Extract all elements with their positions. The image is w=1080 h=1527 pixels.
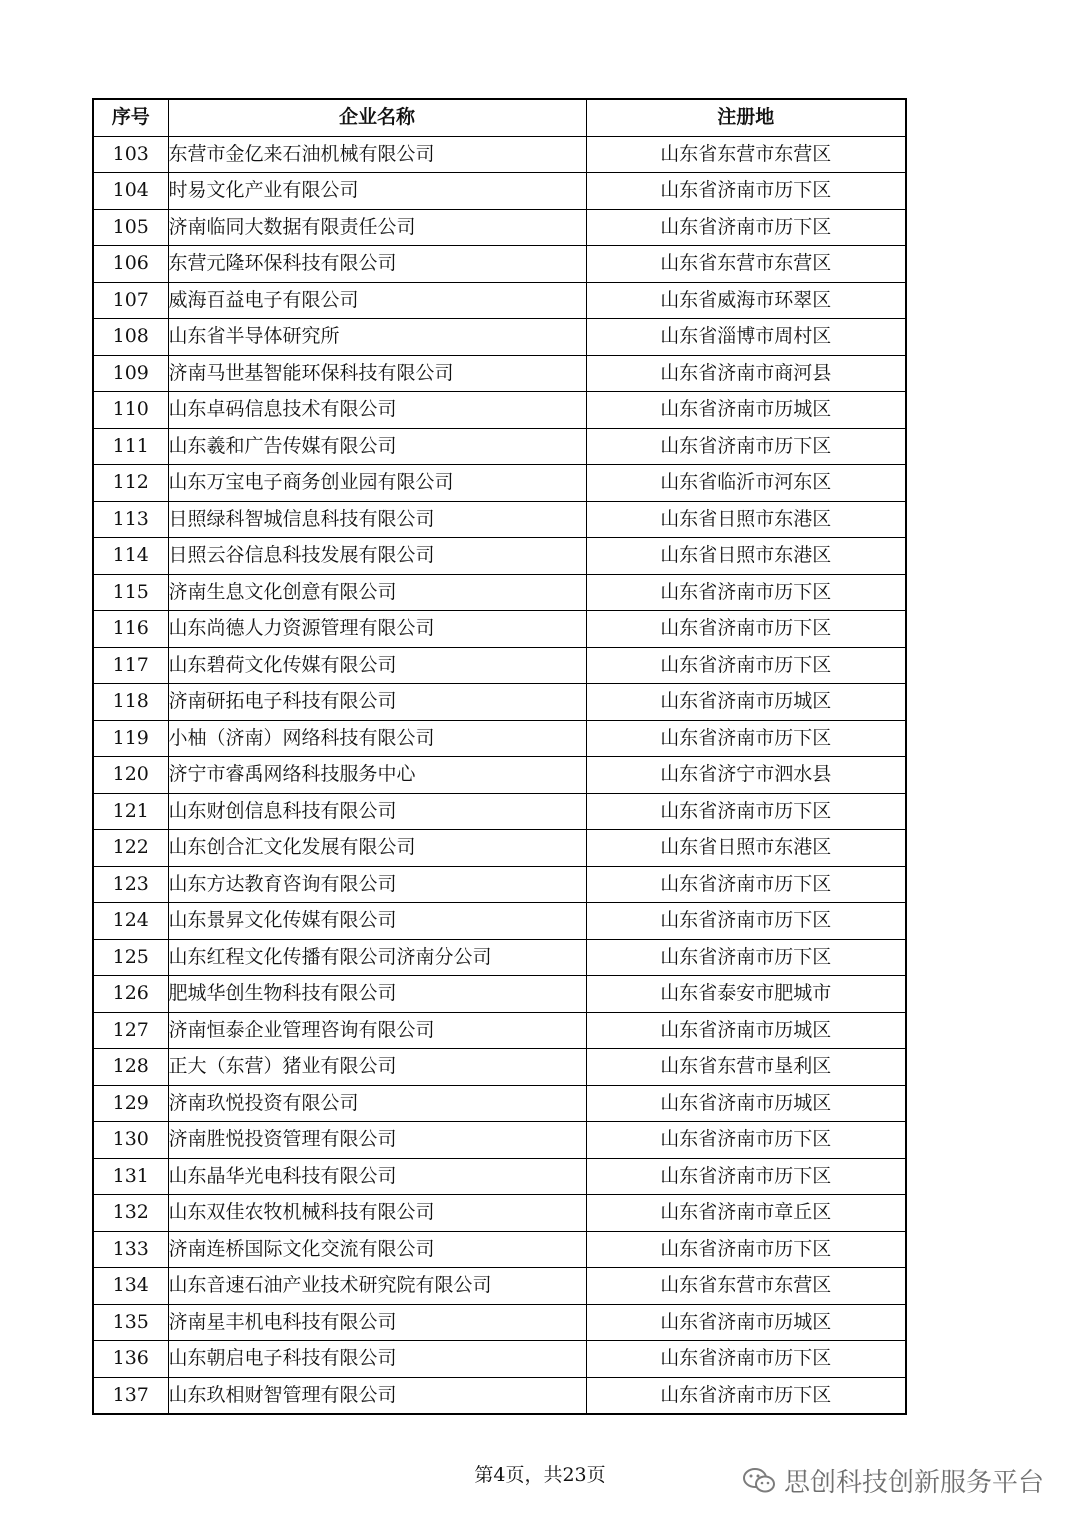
company-name-cell: 山东省半导体研究所 [168,319,586,356]
table-row [93,319,906,356]
table-row [93,246,906,283]
registration-place-cell: 山东省淄博市周村区 [586,319,906,356]
company-name-cell: 济宁市睿禹网络科技服务中心 [168,757,586,794]
table-row [93,1231,906,1268]
company-name-cell: 济南马世基智能环保科技有限公司 [168,355,586,392]
registration-place-cell: 山东省临沂市河东区 [586,465,906,502]
company-name-cell: 山东晶华光电科技有限公司 [168,1158,586,1195]
serial-cell: 103 [93,136,168,173]
company-name-cell: 济南生息文化创意有限公司 [168,574,586,611]
serial-cell: 121 [93,793,168,830]
serial-cell: 112 [93,465,168,502]
table-row [93,428,906,465]
table-row [93,976,906,1013]
serial-cell: 118 [93,684,168,721]
table-row [93,1012,906,1049]
registration-place-cell: 山东省济南市历下区 [586,173,906,210]
registration-place-cell: 山东省东营市东营区 [586,1268,906,1305]
serial-cell: 123 [93,866,168,903]
table-row [93,173,906,210]
table-row [93,611,906,648]
company-name-cell: 济南临同大数据有限责任公司 [168,209,586,246]
serial-cell: 120 [93,757,168,794]
registration-place-cell: 山东省东营市东营区 [586,136,906,173]
table-row [93,647,906,684]
watermark-text: 思创科技创新服务平台 [783,1468,1044,1498]
serial-cell: 114 [93,538,168,575]
registration-place-cell: 山东省东营市垦利区 [586,1049,906,1086]
table-row [93,392,906,429]
company-name-cell: 济南研拓电子科技有限公司 [168,684,586,721]
serial-cell: 116 [93,611,168,648]
table-row [93,538,906,575]
serial-cell: 124 [93,903,168,940]
table-row [93,757,906,794]
table-row [93,903,906,940]
registration-place-cell: 山东省济南市历城区 [586,1304,906,1341]
serial-cell: 106 [93,246,168,283]
serial-cell: 117 [93,647,168,684]
registration-place-cell: 山东省济南市历下区 [586,903,906,940]
table-row [93,1049,906,1086]
table-row [93,793,906,830]
company-name-cell: 时易文化产业有限公司 [168,173,586,210]
table-row [93,939,906,976]
table-row [93,574,906,611]
table-row [93,830,906,867]
serial-cell: 105 [93,209,168,246]
header-registration-place: 注册地 [586,99,906,136]
page-number: 第4页，共23页 [474,1464,606,1486]
registration-place-cell: 山东省济南市历城区 [586,1085,906,1122]
company-name-cell: 济南星丰机电科技有限公司 [168,1304,586,1341]
registration-place-cell: 山东省济南市历下区 [586,1158,906,1195]
company-name-cell: 济南连桥国际文化交流有限公司 [168,1231,586,1268]
company-name-cell: 威海百益电子有限公司 [168,282,586,319]
serial-cell: 115 [93,574,168,611]
registration-place-cell: 山东省济南市历下区 [586,866,906,903]
table-row [93,720,906,757]
serial-cell: 108 [93,319,168,356]
serial-cell: 136 [93,1341,168,1378]
company-name-cell: 济南玖悦投资有限公司 [168,1085,586,1122]
company-name-cell: 山东音速石油产业技术研究院有限公司 [168,1268,586,1305]
company-name-cell: 肥城华创生物科技有限公司 [168,976,586,1013]
company-name-cell: 山东景昇文化传媒有限公司 [168,903,586,940]
registration-place-cell: 山东省济南市章丘区 [586,1195,906,1232]
company-name-cell: 东营市金亿来石油机械有限公司 [168,136,586,173]
company-name-cell: 小柚（济南）网络科技有限公司 [168,720,586,757]
table-row [93,1377,906,1414]
table-row [93,355,906,392]
table-row [93,209,906,246]
serial-cell: 113 [93,501,168,538]
registration-place-cell: 山东省济南市历下区 [586,209,906,246]
table-header-row [93,99,906,136]
serial-cell: 111 [93,428,168,465]
company-name-cell: 日照绿科智城信息科技有限公司 [168,501,586,538]
table-row [93,465,906,502]
company-name-cell: 山东红程文化传播有限公司济南分公司 [168,939,586,976]
company-name-cell: 山东羲和广告传媒有限公司 [168,428,586,465]
company-name-cell: 山东玖相财智管理有限公司 [168,1377,586,1414]
serial-cell: 119 [93,720,168,757]
serial-cell: 122 [93,830,168,867]
registration-place-cell: 山东省日照市东港区 [586,501,906,538]
registration-place-cell: 山东省济南市历下区 [586,1231,906,1268]
serial-cell: 126 [93,976,168,1013]
table-row [93,282,906,319]
serial-cell: 129 [93,1085,168,1122]
registration-place-cell: 山东省济南市历下区 [586,939,906,976]
company-name-cell: 山东创合汇文化发展有限公司 [168,830,586,867]
table-row [93,866,906,903]
serial-cell: 133 [93,1231,168,1268]
table-row [93,1304,906,1341]
company-name-cell: 山东方达教育咨询有限公司 [168,866,586,903]
company-name-cell: 正大（东营）猪业有限公司 [168,1049,586,1086]
company-name-cell: 日照云谷信息科技发展有限公司 [168,538,586,575]
company-name-cell: 济南胜悦投资管理有限公司 [168,1122,586,1159]
table-row [93,1195,906,1232]
registration-place-cell: 山东省济南市历城区 [586,392,906,429]
table-row [93,1122,906,1159]
registration-place-cell: 山东省济南市历下区 [586,1341,906,1378]
enterprise-table [92,98,907,1415]
serial-cell: 107 [93,282,168,319]
serial-cell: 125 [93,939,168,976]
registration-place-cell: 山东省济南市历下区 [586,720,906,757]
serial-cell: 104 [93,173,168,210]
registration-place-cell: 山东省威海市环翠区 [586,282,906,319]
registration-place-cell: 山东省济南市历下区 [586,1377,906,1414]
company-name-cell: 山东财创信息科技有限公司 [168,793,586,830]
company-name-cell: 山东双佳农牧机械科技有限公司 [168,1195,586,1232]
table-row [93,1341,906,1378]
serial-cell: 109 [93,355,168,392]
company-name-cell: 山东尚德人力资源管理有限公司 [168,611,586,648]
registration-place-cell: 山东省济南市历下区 [586,574,906,611]
serial-cell: 128 [93,1049,168,1086]
registration-place-cell: 山东省济南市历城区 [586,684,906,721]
serial-cell: 127 [93,1012,168,1049]
company-name-cell: 山东碧荷文化传媒有限公司 [168,647,586,684]
registration-place-cell: 山东省泰安市肥城市 [586,976,906,1013]
company-name-cell: 山东卓码信息技术有限公司 [168,392,586,429]
registration-place-cell: 山东省日照市东港区 [586,830,906,867]
serial-cell: 137 [93,1377,168,1414]
registration-place-cell: 山东省济南市历下区 [586,1122,906,1159]
serial-cell: 132 [93,1195,168,1232]
serial-cell: 110 [93,392,168,429]
registration-place-cell: 山东省东营市东营区 [586,246,906,283]
table-row [93,501,906,538]
company-name-cell: 山东朝启电子科技有限公司 [168,1341,586,1378]
company-name-cell: 山东万宝电子商务创业园有限公司 [168,465,586,502]
registration-place-cell: 山东省济南市历下区 [586,611,906,648]
header-serial: 序号 [93,99,168,136]
registration-place-cell: 山东省济南市商河县 [586,355,906,392]
table-row [93,684,906,721]
table-body [93,136,906,1414]
serial-cell: 135 [93,1304,168,1341]
registration-place-cell: 山东省日照市东港区 [586,538,906,575]
table-row [93,136,906,173]
registration-place-cell: 山东省济南市历下区 [586,428,906,465]
serial-cell: 131 [93,1158,168,1195]
company-name-cell: 济南恒泰企业管理咨询有限公司 [168,1012,586,1049]
table-row [93,1158,906,1195]
table-row [93,1268,906,1305]
registration-place-cell: 山东省济南市历城区 [586,1012,906,1049]
table-row [93,1085,906,1122]
registration-place-cell: 山东省济宁市泗水县 [586,757,906,794]
registration-place-cell: 山东省济南市历下区 [586,793,906,830]
company-name-cell: 东营元隆环保科技有限公司 [168,246,586,283]
wechat-icon [742,1467,776,1495]
serial-cell: 130 [93,1122,168,1159]
watermark [742,1462,1044,1499]
registration-place-cell: 山东省济南市历下区 [586,647,906,684]
serial-cell: 134 [93,1268,168,1305]
header-company-name: 企业名称 [168,99,586,136]
